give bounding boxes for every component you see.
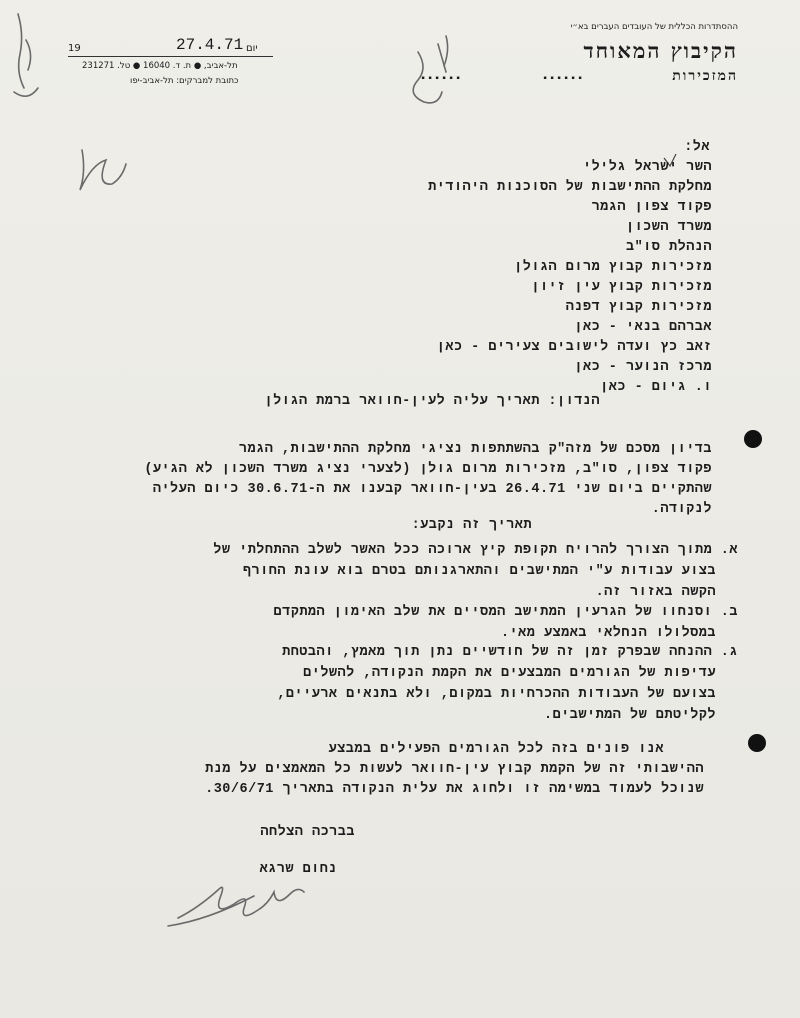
closing-line: אנו פונים בזה לכל הגורמים הפעילים במבצע	[328, 742, 664, 757]
decided-heading: תאריך זה נקבע:	[411, 518, 532, 533]
margin-note-scribble	[14, 14, 38, 96]
recipient: מחלקת ההתישבות של הסוכנות היהודית	[428, 180, 712, 195]
item-line: וסנחוו של הגרעין המתישב המסיים את שלב האימון המתקדם	[273, 605, 713, 620]
item-line: לקליטתם של המתישבים.	[543, 708, 716, 723]
recipient: השר ישראל גלילי	[582, 160, 712, 175]
body-paragraph	[52, 440, 712, 520]
cable-address: כתובת למברקים: תל-אביב-יפו	[130, 76, 239, 86]
recipient: מזכירות קבוץ מרום הגולן	[514, 260, 712, 275]
address-line: תל-אביב, ● ת. ד. 16040 ● טל. 231271	[82, 61, 238, 71]
punch-hole	[748, 734, 766, 752]
body-line: בדיון מסכם של מזה"ק בהשתתפות נציגי מחלקת ההתישבות, הגמר	[238, 442, 712, 457]
recipient: מזכירות קבוץ עין זיון	[531, 280, 712, 295]
decorative-dots-icon: ▪▪▪▪▪▪	[541, 74, 584, 85]
day-label: יום	[246, 43, 258, 54]
item-letter: א.	[720, 543, 738, 558]
recipient: זאב כץ ועדה לישובים צעירים - כאן	[436, 340, 712, 355]
greeting: בברכה הצלחה	[260, 825, 355, 840]
closing-line: שנוכל לעמוד במשימה זו ולחוג את עלית הנקודה בתאריך 30/6/71.	[205, 782, 704, 797]
subject-line: הנדון: תאריך עליה לעין-חוואר ברמת הגולן	[264, 394, 600, 409]
year-label: 19	[68, 43, 81, 54]
recipient: משרד השכון	[625, 220, 712, 235]
item-letter: ב.	[720, 605, 738, 620]
body-line: לנקודה.	[651, 502, 712, 517]
kibbutz-name: הקיבוץ המאוחד	[583, 38, 738, 63]
reason-item	[38, 642, 738, 726]
item-line: ההנחה שבפרק זמן זה של חודשיים נתן תוך מאמץ, והבטחת	[282, 645, 713, 660]
department-name: המזכירות	[672, 68, 738, 84]
check-scribble	[413, 44, 446, 103]
recipient: ו. גיום - כאן	[600, 380, 712, 395]
item-line: בצועם של העבודות ההכרחיות במקום, ולא בתנאים ארעיים,	[277, 687, 716, 702]
organization-line: ההסתדרות הכללית של העובדים העברים בא״י	[570, 22, 738, 32]
closing-paragraph	[84, 740, 704, 800]
signer-name: נחום שרגא	[259, 862, 337, 877]
recipient: מזכירות קבוץ דפנה	[565, 300, 712, 315]
punch-hole	[744, 430, 762, 448]
left-margin-scribble	[80, 150, 126, 190]
to-label: אל:	[684, 140, 710, 155]
recipient: פקוד צפון הגמר	[591, 200, 712, 215]
recipients-list	[292, 158, 712, 398]
item-line: במסלולו הנחלאי באמצע מאי.	[500, 626, 716, 641]
item-line: הקשה באזור זה.	[595, 585, 716, 600]
item-line: עדיפות של הגורמים המבצעים את הקמת הנקודה, להשלים	[303, 666, 716, 681]
reason-item	[38, 540, 738, 603]
body-line: שהתקיים ביום שני 26.4.71 בעין-חוואר קבענו את ה-30.6.71 כיום העליה	[152, 482, 712, 497]
body-line: פקוד צפון, סו"ב, מזכירות מרום גולן (לצערי נציג משרד השכון לא הגיע)	[144, 462, 712, 477]
item-line: בצוע עבודות ע"י המתישבים והתארגנותם בטרם בוא עונת החורף	[242, 564, 716, 579]
letter-date: 27.4.71	[176, 36, 244, 54]
recipient: אברהם בנאי - כאן	[574, 320, 712, 335]
recipient: מרכז הנוער - כאן	[574, 360, 712, 375]
decorative-dots-icon: ▪▪▪▪▪▪	[419, 74, 462, 85]
recipient: הנהלת סו"ב	[625, 240, 712, 255]
closing-line: ההישבותי זה של הקמת קבוץ עין-חוואר לעשות כל המאמצים על מנת	[205, 762, 704, 777]
item-line: מתוך הצורך להרויח תקופת קיץ ארוכה ככל האשר לשלב ההתחלתי של	[213, 543, 713, 558]
reason-item	[38, 602, 738, 644]
item-letter: ג.	[720, 645, 738, 660]
